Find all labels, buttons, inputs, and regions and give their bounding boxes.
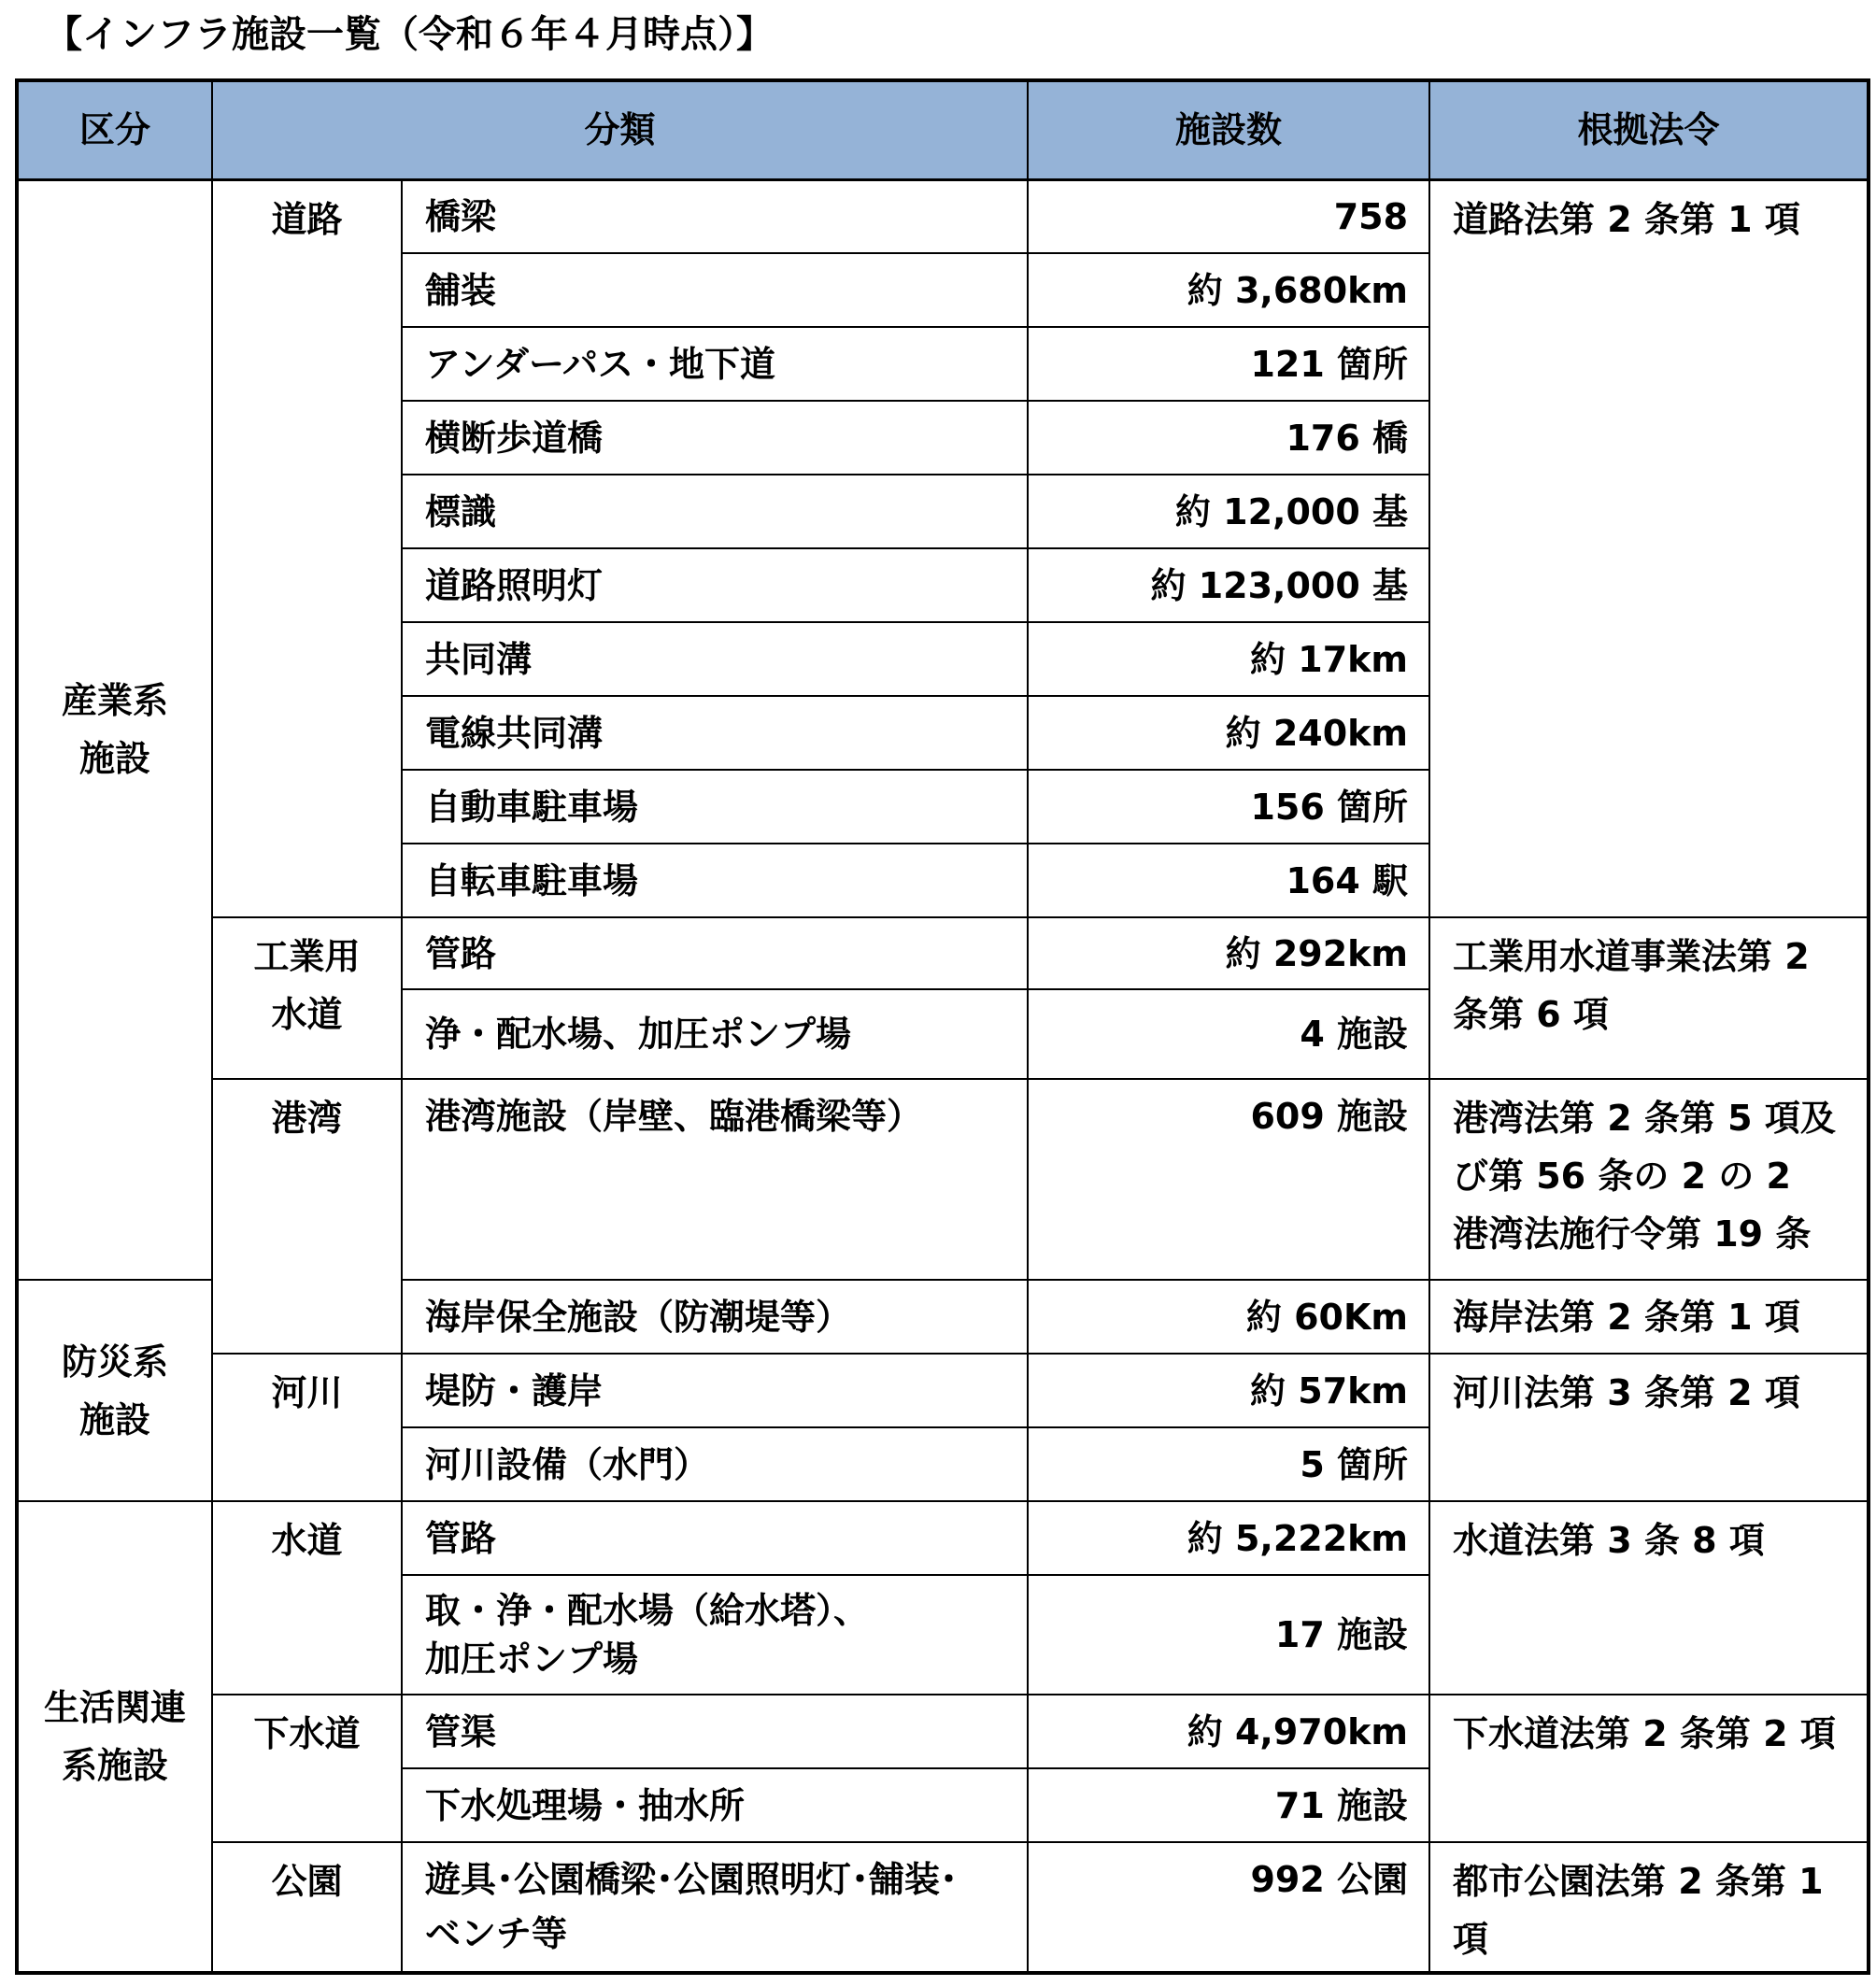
item-cell: 管路 — [402, 917, 1028, 989]
count-cell: 約 123,000 基 — [1028, 548, 1429, 622]
item-cell: 河川設備（水門） — [402, 1427, 1028, 1501]
item-cell: 取・浄・配水場（給水塔）、 加圧ポンプ場 — [402, 1575, 1028, 1695]
subcategory-suido: 水道 — [212, 1501, 402, 1695]
item-cell: 自転車駐車場 — [402, 844, 1028, 917]
header-law: 根拠法令 — [1429, 80, 1869, 179]
item-cell: 浄・配水場、加圧ポンプ場 — [402, 989, 1028, 1079]
count-cell: 約 4,970km — [1028, 1695, 1429, 1768]
count-cell: 4 施設 — [1028, 989, 1429, 1079]
count-cell: 71 施設 — [1028, 1768, 1429, 1842]
count-cell: 121 箇所 — [1028, 327, 1429, 401]
item-cell: 下水処理場・抽水所 — [402, 1768, 1028, 1842]
count-cell: 約 3,680km — [1028, 253, 1429, 327]
item-cell: 道路照明灯 — [402, 548, 1028, 622]
count-cell: 5 箇所 — [1028, 1427, 1429, 1501]
item-cell: 橋梁 — [402, 179, 1028, 253]
table-row — [17, 917, 1869, 989]
count-cell: 609 施設 — [1028, 1079, 1429, 1280]
subcategory-koen: 公園 — [212, 1842, 402, 1973]
count-cell: 164 駅 — [1028, 844, 1429, 917]
law-kasen: 河川法第 3 条第 2 項 — [1429, 1354, 1869, 1501]
law-doro: 道路法第 2 条第 1 項 — [1429, 179, 1869, 917]
item-cell: 管渠 — [402, 1695, 1028, 1768]
item-cell: 共同溝 — [402, 622, 1028, 696]
count-cell: 156 箇所 — [1028, 770, 1429, 844]
table-row — [17, 1354, 1869, 1427]
count-cell: 17 施設 — [1028, 1575, 1429, 1695]
table-row — [17, 1079, 1869, 1280]
item-cell: 標識 — [402, 475, 1028, 548]
item-cell: 舗装 — [402, 253, 1028, 327]
subcategory-kasen: 河川 — [212, 1354, 402, 1501]
table-row — [17, 1695, 1869, 1768]
count-cell: 約 12,000 基 — [1028, 475, 1429, 548]
count-cell: 992 公園 — [1028, 1842, 1429, 1973]
law-koen: 都市公園法第 2 条第 1 項 — [1429, 1842, 1869, 1973]
category-sangyo: 産業系 施設 — [17, 179, 212, 1280]
law-kaigan: 海岸法第 2 条第 1 項 — [1429, 1280, 1869, 1354]
count-cell: 約 17km — [1028, 622, 1429, 696]
table-row — [17, 179, 1869, 253]
table-row — [17, 1842, 1869, 1973]
item-cell: 海岸保全施設（防潮堤等） — [402, 1280, 1028, 1354]
item-cell: 管路 — [402, 1501, 1028, 1575]
header-kubun: 区分 — [17, 80, 212, 179]
count-cell: 約 60Km — [1028, 1280, 1429, 1354]
law-kowan: 港湾法第 2 条第 5 項及 び第 56 条の 2 の 2 港湾法施行令第 19 条 — [1429, 1079, 1869, 1280]
table-header-row — [17, 80, 1869, 179]
count-cell: 約 240km — [1028, 696, 1429, 770]
header-bunrui: 分類 — [212, 80, 1028, 179]
subcategory-doro: 道路 — [212, 179, 402, 917]
table-row — [17, 1501, 1869, 1575]
law-gesuido: 下水道法第 2 条第 2 項 — [1429, 1695, 1869, 1842]
count-cell: 約 5,222km — [1028, 1501, 1429, 1575]
count-cell: 約 57km — [1028, 1354, 1429, 1427]
subcategory-kowan: 港湾 — [212, 1079, 402, 1354]
item-cell: アンダーパス・地下道 — [402, 327, 1028, 401]
infrastructure-table — [15, 78, 1870, 1975]
item-cell: 遊具･公園橋梁･公園照明灯･舗装･ ベンチ等 — [402, 1842, 1028, 1973]
item-cell: 電線共同溝 — [402, 696, 1028, 770]
subcategory-kogyo: 工業用 水道 — [212, 917, 402, 1079]
item-cell: 自動車駐車場 — [402, 770, 1028, 844]
page-title: 【インフラ施設一覧（令和６年４月時点）】 — [45, 13, 774, 56]
law-suido: 水道法第 3 条 8 項 — [1429, 1501, 1869, 1695]
law-kogyo: 工業用水道事業法第 2 条第 6 項 — [1429, 917, 1869, 1079]
item-cell: 港湾施設（岸壁、臨港橋梁等） — [402, 1079, 1028, 1280]
header-count: 施設数 — [1028, 80, 1429, 179]
item-cell: 横断歩道橋 — [402, 401, 1028, 475]
count-cell: 176 橋 — [1028, 401, 1429, 475]
subcategory-gesuido: 下水道 — [212, 1695, 402, 1842]
item-cell: 堤防・護岸 — [402, 1354, 1028, 1427]
category-bosai: 防災系 施設 — [17, 1280, 212, 1501]
count-cell: 約 292km — [1028, 917, 1429, 989]
category-seikatsu: 生活関連 系施設 — [17, 1501, 212, 1973]
count-cell: 758 — [1028, 179, 1429, 253]
